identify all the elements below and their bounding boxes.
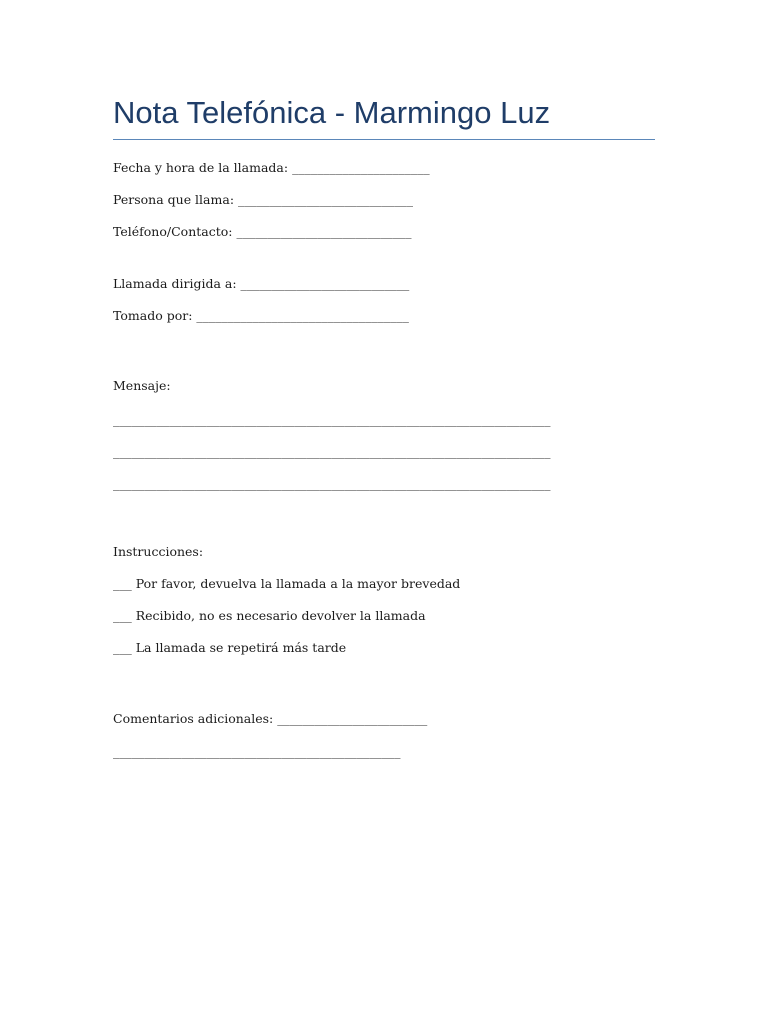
message-line: ______________________________________________________________________ [113,444,551,459]
instruction-option-return-call: ___ Por favor, devuelva la llamada a la mayor brevedad [113,576,461,591]
instruction-option-will-call-again: ___ La llamada se repetirá más tarde [113,640,347,655]
document-title: Nota Telefónica - Marmingo Luz [113,95,551,130]
date-time-field: Fecha y hora de la llamada: ______________________ [113,160,430,175]
comments-line: ______________________________________________ [113,744,401,759]
instructions-label: Instrucciones: [113,544,204,559]
message-line: ______________________________________________________________________ [113,476,551,491]
message-line: ______________________________________________________________________ [113,412,551,427]
caller-field: Persona que llama: ____________________________ [113,192,413,207]
taken-by-field: Tomado por: __________________________________ [113,308,409,323]
instruction-option-no-return: ___ Recibido, no es necesario devolver la llamada [113,608,426,623]
message-label: Mensaje: [113,378,171,393]
phone-field: Teléfono/Contacto: ____________________________ [113,224,412,239]
title-underline [113,139,655,140]
comments-field: Comentarios adicionales: ________________________ [113,711,428,726]
directed-to-field: Llamada dirigida a: ___________________________ [113,276,410,291]
